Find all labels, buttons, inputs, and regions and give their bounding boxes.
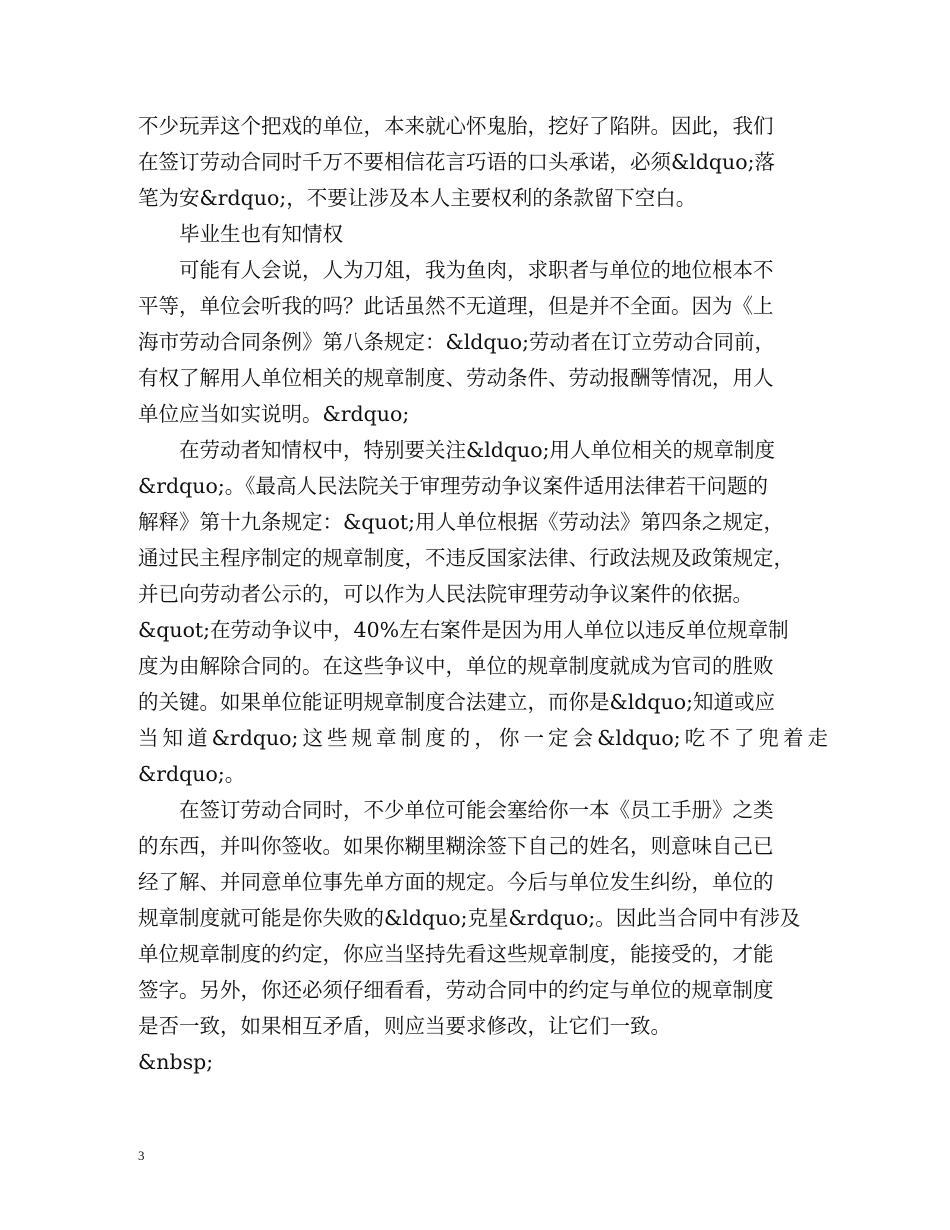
text-line: 在签订劳动合同时，不少单位可能会塞给你一本《员工手册》之类 [179, 798, 774, 822]
text-line: 在签订劳动合同时千万不要相信花言巧语的口头承诺，必须&ldquo;落 [138, 150, 775, 174]
text-line: 有权了解用人单位相关的规章制度、劳动条件、劳动报酬等情况，用人 [138, 366, 774, 390]
text-line: 平等，单位会听我的吗？此话虽然不无道理，但是并不全面。因为《上 [138, 294, 774, 318]
text-line: 单位规章制度的约定，你应当坚持先看这些规章制度，能接受的，才能 [138, 942, 774, 966]
text-line: 并已向劳动者公示的，可以作为人民法院审理劳动争议案件的依据。 [138, 582, 753, 606]
page-number: 3 [138, 1148, 145, 1163]
text-line: &rdquo;。《最高人民法院关于审理劳动争议案件适用法律若干问题的 [138, 474, 768, 498]
body-text [138, 108, 828, 1080]
text-line: 通过民主程序制定的规章制度，不违反国家法律、行政法规及政策规定， [138, 546, 794, 570]
text-line: &rdquo;。 [138, 762, 246, 786]
text-line: 海市劳动合同条例》第八条规定：&ldquo;劳动者在订立劳动合同前， [138, 330, 775, 354]
text-line: &nbsp; [138, 1050, 214, 1074]
text-line: &quot;在劳动争议中，40%左右案件是因为用人单位以违反单位规章制 [138, 618, 789, 642]
text-line: 签字。另外，你还必须仔细看看，劳动合同中的约定与单位的规章制度 [138, 978, 774, 1002]
text-line: 规章制度就可能是你失败的&ldquo;克星&rdquo;。因此当合同中有涉及 [138, 906, 801, 930]
text-line: 解释》第十九条规定：&quot;用人单位根据《劳动法》第四条之规定， [138, 510, 785, 534]
text-line: 笔为安&rdquo;，不要让涉及本人主要权利的条款留下空白。 [138, 186, 697, 210]
text-line: 在劳动者知情权中，特别要关注&ldquo;用人单位相关的规章制度 [179, 438, 775, 462]
text-line: 的关键。如果单位能证明规章制度合法建立，而你是&ldquo;知道或应 [138, 690, 775, 714]
text-line: 不少玩弄这个把戏的单位，本来就心怀鬼胎，挖好了陷阱。因此，我们 [138, 114, 774, 138]
text-line: 当知道&rdquo;这些规章制度的，你一定会&ldquo;吃不了兜着走 [138, 726, 828, 750]
text-line: 是否一致，如果相互矛盾，则应当要求修改，让它们一致。 [138, 1014, 671, 1038]
text-line: 可能有人会说，人为刀俎，我为鱼肉，求职者与单位的地位根本不 [179, 258, 774, 282]
text-line: 单位应当如实说明。&rdquo; [138, 402, 410, 426]
text-line: 度为由解除合同的。在这些争议中，单位的规章制度就成为官司的胜败 [138, 654, 774, 678]
text-line: 经了解、并同意单位事先单方面的规定。今后与单位发生纠纷，单位的 [138, 870, 774, 894]
text-line: 的东西，并叫你签收。如果你糊里糊涂签下自己的姓名，则意味自己已 [138, 834, 774, 858]
text-line: 毕业生也有知情权 [179, 222, 343, 246]
